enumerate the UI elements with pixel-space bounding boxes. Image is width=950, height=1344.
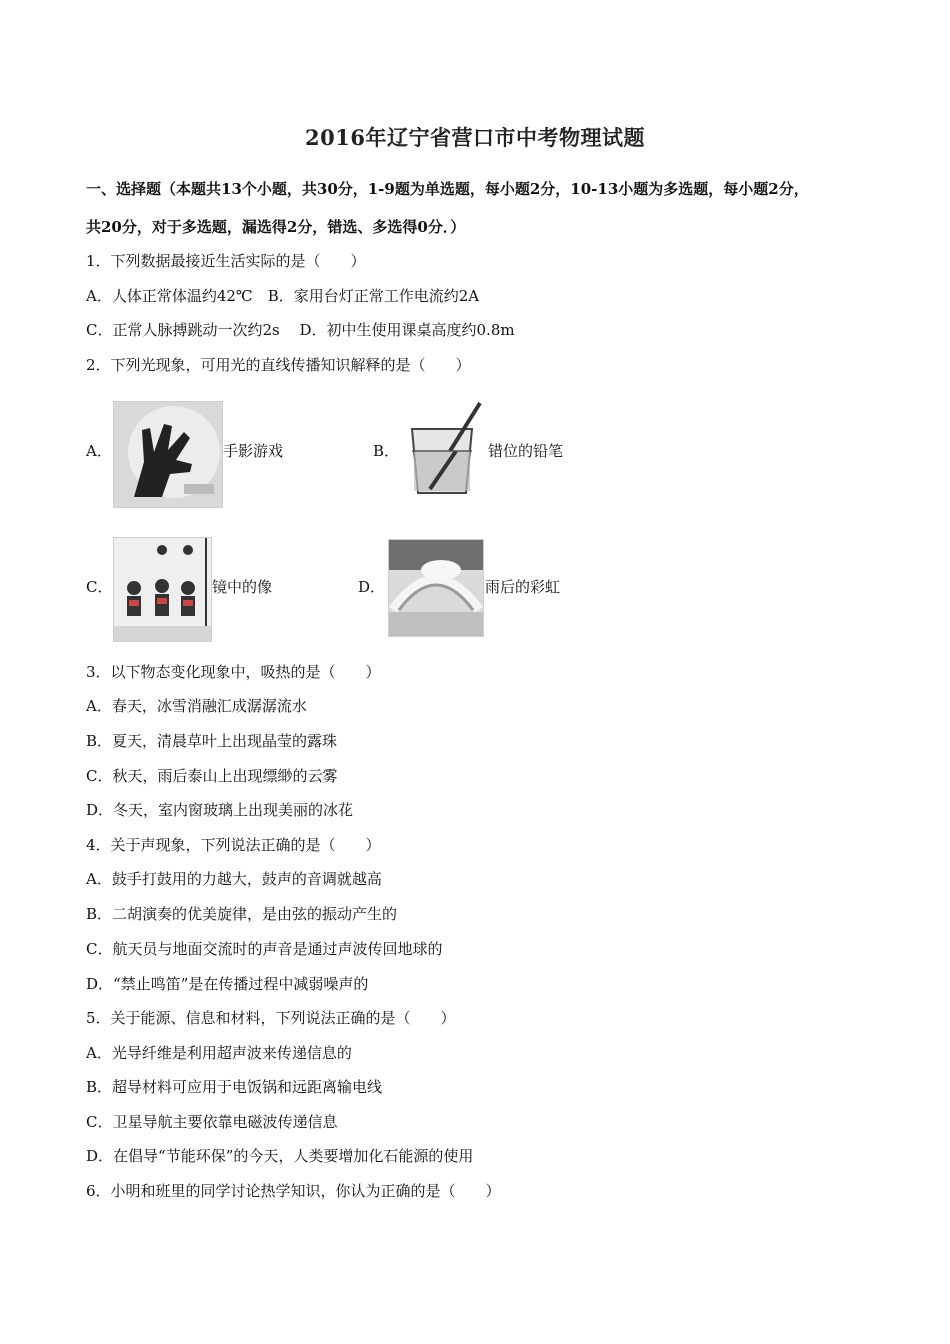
question-5-option-a: A．光导纤维是利用超声波来传递信息的: [86, 1044, 352, 1062]
question-4-option-b: B．二胡演奏的优美旋律，是由弦的振动产生的: [86, 905, 398, 923]
question-2-option-b-letter: B．: [373, 442, 400, 460]
question-4-option-c: C．航天员与地面交流时的声音是通过声波传回地球的: [86, 940, 443, 958]
question-2-stem: 2．下列光现象，可用光的直线传播知识解释的是（ ）: [86, 356, 471, 374]
question-4-stem: 4．关于声现象，下列说法正确的是（ ）: [86, 836, 381, 854]
question-3-stem: 3．以下物态变化现象中，吸热的是（ ）: [86, 663, 381, 681]
section-heading-line-1: 一、选择题（本题共13个小题，共30分，1-9题为单选题，每小题2分，10-13小题为多选题，每小题2分，: [86, 180, 809, 198]
question-5-option-d: D．在倡导“节能环保”的今天，人类要增加化石能源的使用: [86, 1147, 474, 1165]
question-2-option-d-caption: 雨后的彩虹: [485, 578, 561, 596]
question-2-option-a-caption: 手影游戏: [223, 442, 284, 460]
question-1-stem: 1．下列数据最接近生活实际的是（ ）: [86, 252, 366, 270]
pencil-in-glass-photo: [400, 399, 485, 497]
question-5-option-c: C．卫星导航主要依靠电磁波传递信息: [86, 1113, 338, 1131]
question-4-option-d: D．“禁止鸣笛”是在传播过程中减弱噪声的: [86, 975, 369, 993]
question-2-option-c-caption: 镜中的像: [212, 578, 273, 596]
question-3-option-c: C．秋天，雨后泰山上出现缥缈的云雾: [86, 767, 338, 785]
question-6-stem: 6．小明和班里的同学讨论热学知识，你认为正确的是（ ）: [86, 1182, 501, 1200]
question-5-option-b: B．超导材料可应用于电饭锅和远距离输电线: [86, 1078, 383, 1096]
question-3-option-a: A．春天，冰雪消融汇成潺潺流水: [86, 697, 307, 715]
rainbow-photo: [388, 539, 484, 637]
question-2-option-c-letter: C．: [86, 578, 113, 596]
page-title: 2016年辽宁省营口市中考物理试题: [305, 125, 645, 150]
question-5-stem: 5．关于能源、信息和材料，下列说法正确的是（ ）: [86, 1009, 456, 1027]
question-2-option-a-letter: A．: [86, 442, 112, 460]
question-3-option-d: D．冬天，室内窗玻璃上出现美丽的冰花: [86, 801, 354, 819]
question-2-option-b-caption: 错位的铅笔: [488, 442, 564, 460]
question-4-option-a: A．鼓手打鼓用的力越大，鼓声的音调就越高: [86, 870, 382, 888]
question-1-option-ab: A．人体正常体温约42℃ B．家用台灯正常工作电流约2A: [86, 287, 480, 305]
question-2-option-d-letter: D．: [358, 578, 386, 596]
mirror-image-photo: [113, 537, 212, 642]
section-heading-line-2: 共20分，对于多选题，漏选得2分，错选、多选得0分．）: [86, 218, 466, 236]
question-1-option-cd: C．正常人脉搏跳动一次约2s D．初中生使用课桌高度约0.8m: [86, 321, 515, 339]
hand-shadow-photo: [113, 401, 223, 508]
question-3-option-b: B．夏天，清晨草叶上出现晶莹的露珠: [86, 732, 338, 750]
